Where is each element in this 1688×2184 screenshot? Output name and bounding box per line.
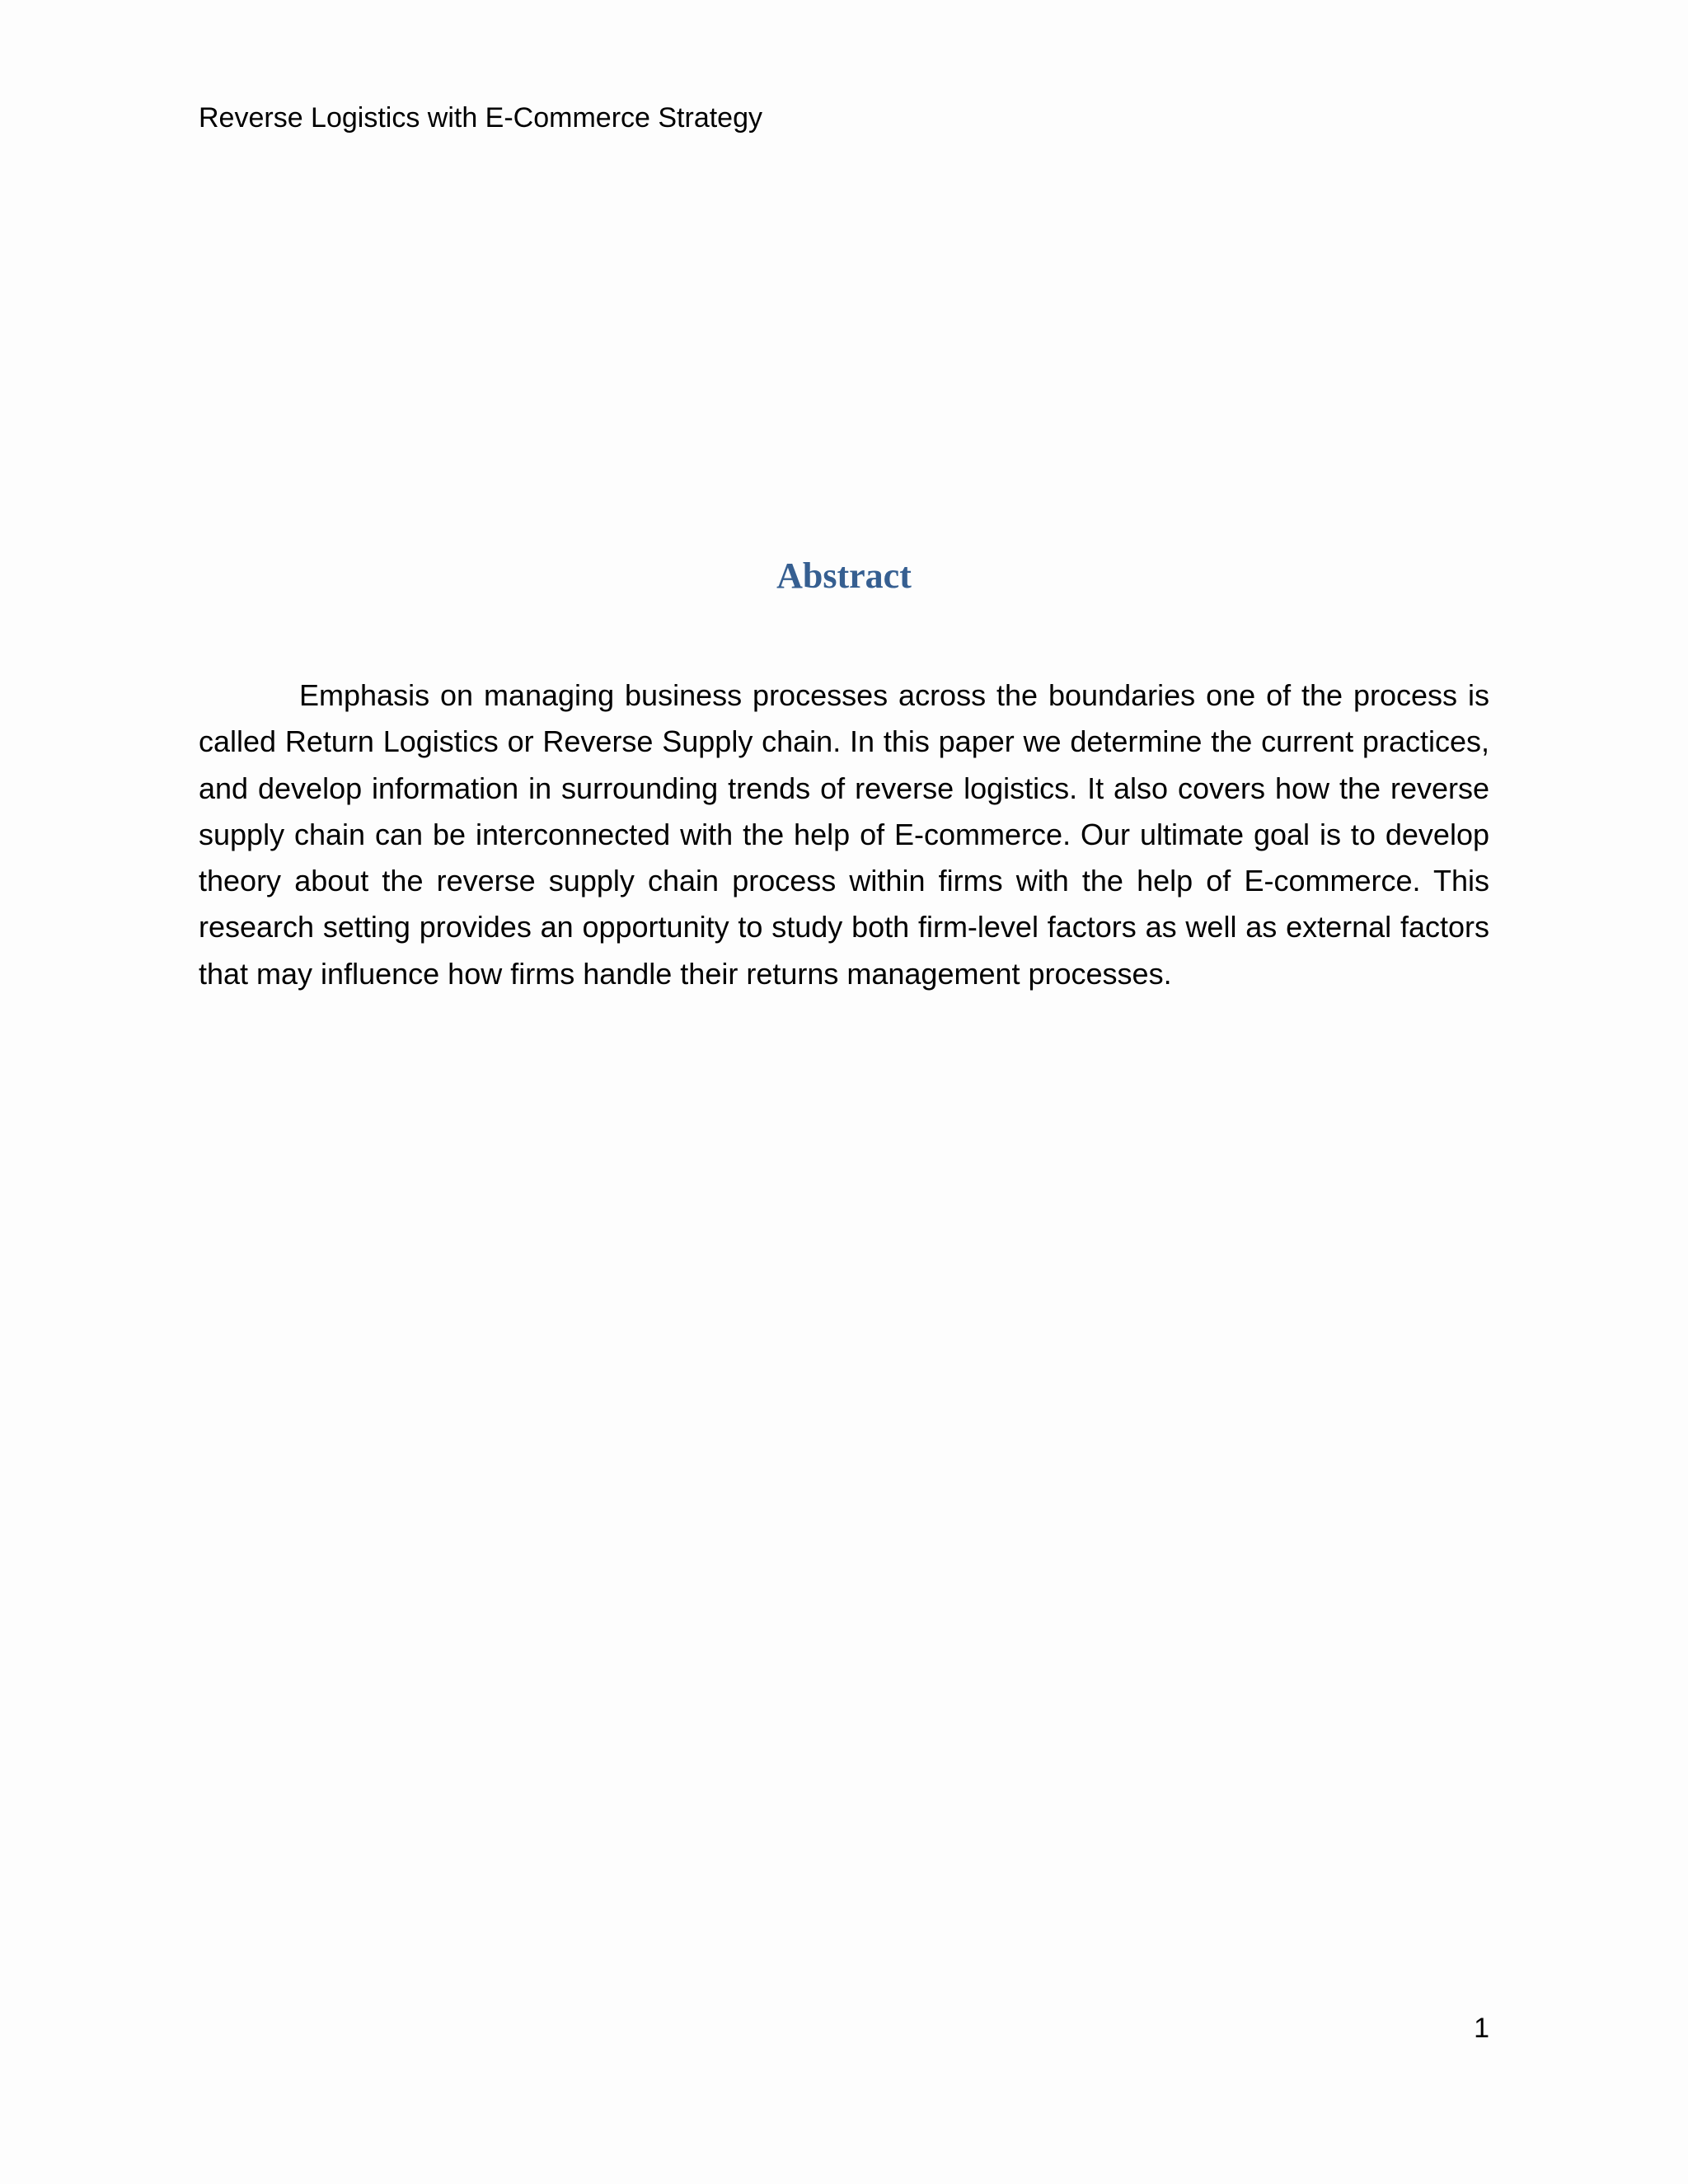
abstract-paragraph: Emphasis on managing business processes across the boundaries one of the process is called Return Logistics or Reverse Supply chain. In this paper we determine the current practices, and develop information in surrounding trends of reverse logistics. It also covers how the reverse supply chain can be interconnected with the help of E-commerce. Our ultimate goal is to develop theory about the reverse supply chain process within firms with the help of E-commerce. This research setting provides an opportunity to study both firm-level factors as well as external factors that may influence how firms handle their returns management processes. bbox=[199, 678, 1489, 991]
running-header: Reverse Logistics with E-Commerce Strategy bbox=[199, 102, 763, 134]
page-number: 1 bbox=[1474, 2013, 1489, 2044]
abstract-heading: Abstract bbox=[776, 555, 912, 596]
